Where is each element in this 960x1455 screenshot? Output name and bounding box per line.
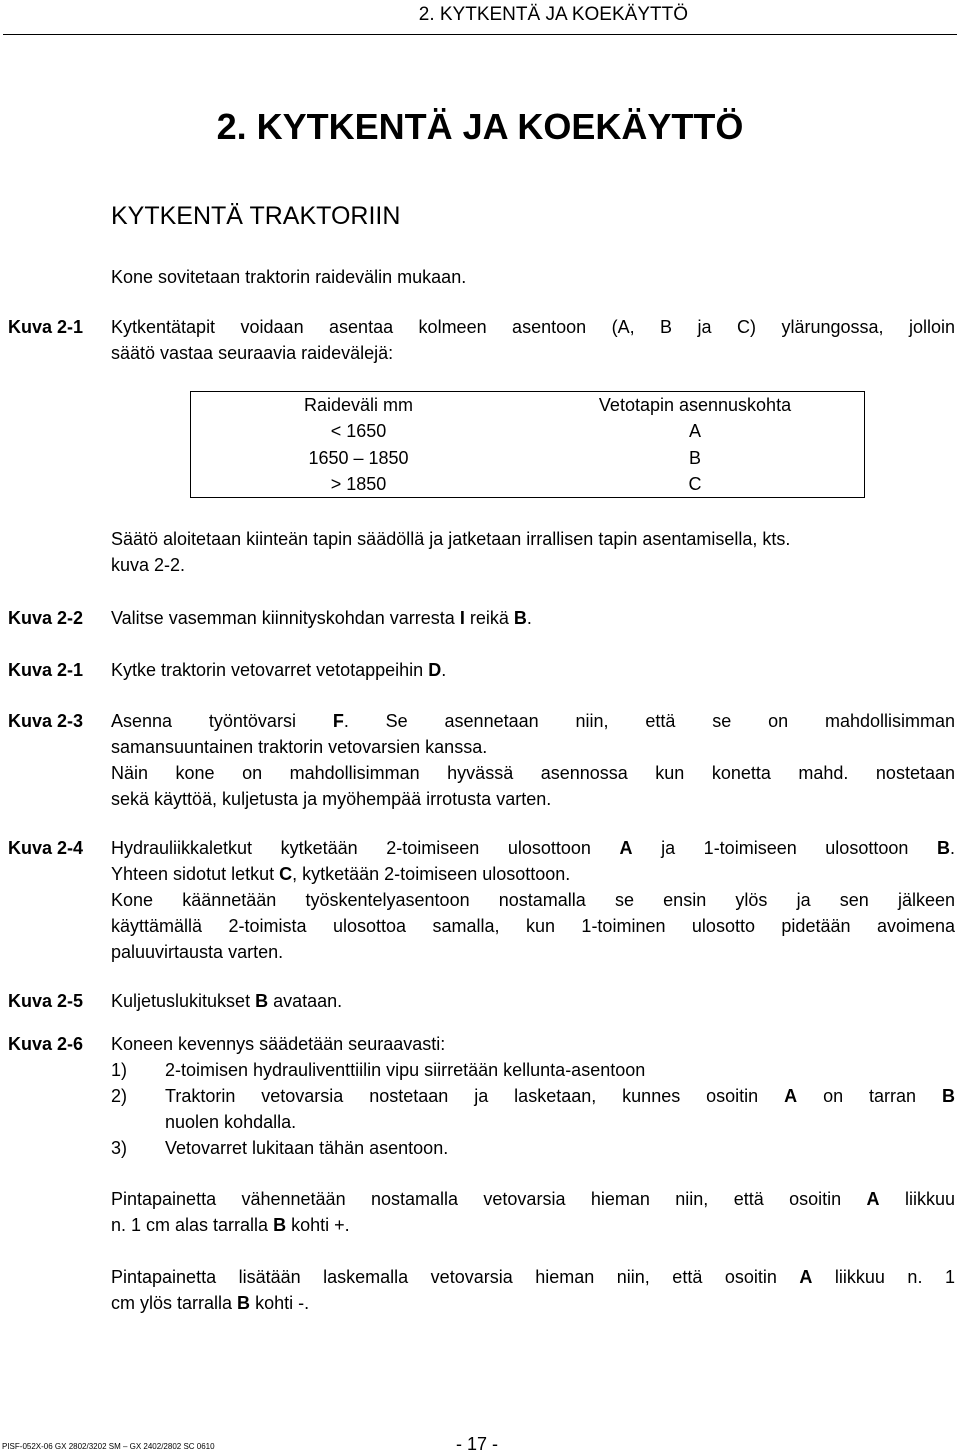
table-row (191, 471, 865, 498)
text-span: reikä (469, 608, 509, 628)
paragraph-line: Kone käännetään työskentelyasentoon nostamalla se ensin ylös ja sen jälkeen (111, 890, 955, 910)
paragraph-line: Näin kone on mahdollisimman hyvässä asennossa kun konetta mahd. nostetaan (111, 763, 955, 783)
paragraph-line: nuolen kohdalla. (165, 1112, 297, 1132)
paragraph-line: Koneen kevennys säädetään seuraavasti: (111, 1034, 446, 1054)
text-span: Traktorin vetovarsia nostetaan ja lasketaan, kunnes osoitin (165, 1086, 759, 1106)
paragraph-line: Kytkentätapit voidaan asentaa kolmeen asentoon (A, B ja C) ylärungossa, jolloin (111, 317, 955, 337)
table-row (191, 418, 865, 444)
paragraph-line (165, 1083, 955, 1109)
bold-ref: D (428, 660, 442, 680)
paragraph-8 (111, 1031, 955, 1161)
bold-ref: B (513, 608, 527, 628)
figure-ref-label: Kuva 2-4 (8, 838, 84, 858)
paragraph-line: säätö vastaa seuraavia raidevälejä: (111, 343, 394, 363)
paragraph-line (111, 1186, 955, 1212)
paragraph-line (111, 835, 955, 861)
bold-ref: A (866, 1189, 880, 1209)
text-span: kohti -. (255, 1293, 310, 1313)
paragraph-5 (111, 708, 955, 812)
paragraph-line: kuva 2-2. (111, 555, 186, 575)
track-width-table (190, 391, 865, 498)
figure-ref-label: Kuva 2-5 (8, 991, 84, 1011)
paragraph-6 (111, 835, 955, 965)
intro-paragraph: Kone sovitetaan traktorin raidevälin mukaan. (111, 267, 467, 287)
bold-ref: A (784, 1086, 798, 1106)
table-header-cell: Raideväli mm (303, 395, 414, 416)
figure-ref-label: Kuva 2-1 (8, 660, 84, 680)
bold-ref: B (237, 1293, 251, 1313)
running-header: 2. KYTKENTÄ JA KOEKÄYTTÖ (418, 4, 688, 25)
paragraph-line (111, 1264, 955, 1290)
text-span: avataan. (273, 991, 343, 1011)
paragraph-1 (111, 314, 955, 366)
table-cell: C (688, 473, 702, 494)
text-span: . (949, 838, 955, 858)
paragraph-3 (111, 605, 955, 631)
list-item (111, 1083, 955, 1135)
figure-ref-label: Kuva 2-2 (8, 608, 84, 628)
paragraph-4 (111, 657, 955, 683)
paragraph-line (111, 1212, 955, 1238)
bold-ref: A (619, 838, 633, 858)
figure-ref-label: Kuva 2-3 (8, 711, 84, 731)
paragraph-10 (111, 1264, 955, 1316)
text-span: Kytke traktorin vetovarret vetotappeihin (111, 660, 424, 680)
paragraph-line: Säätö aloitetaan kiinteän tapin säädöllä ja jatketaan irrallisen tapin asentamisella, kts. (111, 529, 791, 549)
paragraph-line: käyttämällä 2-toimista ulosottoa samalla, kun 1-toiminen ulosotto pidetään avoimena (111, 916, 955, 936)
paragraph-line: paluuvirtausta varten. (111, 942, 284, 962)
paragraph-line (111, 708, 955, 734)
bold-ref: B (273, 1215, 287, 1235)
list-number: 3) (111, 1138, 128, 1158)
figure-ref-label: Kuva 2-6 (8, 1034, 84, 1054)
page-title (0, 106, 960, 148)
text-span: Pintapainetta lisätään laskemalla vetovarsia hieman niin, että osoitin (111, 1267, 777, 1287)
page-title-text: 2. KYTKENTÄ JA KOEKÄYTTÖ (216, 106, 744, 147)
text-span: liikkuu (904, 1189, 955, 1209)
table-cell: 1650 – 1850 (308, 447, 409, 468)
table-cell: > 1850 (330, 473, 387, 494)
page-number: - 17 - (456, 1434, 499, 1454)
text-span: cm ylös tarralla (111, 1293, 233, 1313)
table-row (191, 444, 865, 470)
header-divider (3, 34, 957, 35)
paragraph-line: samansuuntainen traktorin vetovarsien kanssa. (111, 737, 488, 757)
document-code: PISF-052X-06 GX 2802/3202 SM – GX 2402/2802 SC 0610 (2, 1442, 215, 1451)
table-cell: A (688, 421, 701, 442)
paragraph-7 (111, 988, 955, 1014)
section-title: KYTKENTÄ TRAKTORIIN (111, 202, 401, 230)
paragraph-line (111, 861, 955, 887)
bold-ref: B (936, 838, 950, 858)
text-span: , kytketään 2-toimiseen ulosottoon. (292, 864, 571, 884)
figure-ref-label: Kuva 2-1 (8, 317, 84, 337)
paragraph-9 (111, 1186, 955, 1238)
bold-ref: I (459, 608, 465, 628)
text-span: . (526, 608, 532, 628)
table-cell: < 1650 (330, 421, 387, 442)
list-item (111, 1135, 955, 1161)
text-span: Valitse vasemman kiinnityskohdan varresta (111, 608, 455, 628)
list-number: 2) (111, 1086, 128, 1106)
text-span: ja 1-toimiseen ulosottoon (661, 838, 909, 858)
text-span: Hydrauliikkaletkut kytketään 2-toimiseen ulosottoon (111, 838, 591, 858)
text-span: on tarran (823, 1086, 917, 1106)
list-text: 2-toimisen hydrauliventtiilin vipu siirretään kellunta-asentoon (165, 1060, 646, 1080)
text-span: . (441, 660, 447, 680)
list-number: 1) (111, 1060, 128, 1080)
bold-ref: A (799, 1267, 813, 1287)
table-header-cell: Vetotapin asennuskohta (598, 395, 792, 416)
table-cell: B (688, 447, 701, 468)
list-text: Vetovarret lukitaan tähän asentoon. (165, 1138, 449, 1158)
text-span: . Se asennetaan niin, että se on mahdollisimman (343, 711, 955, 731)
list-text (165, 1083, 955, 1135)
text-span: n. 1 cm alas tarralla (111, 1215, 269, 1235)
bold-ref: B (941, 1086, 955, 1106)
bold-ref: F (332, 711, 344, 731)
text-span: kohti +. (291, 1215, 350, 1235)
bold-ref: B (255, 991, 269, 1011)
text-span: Pintapainetta vähennetään nostamalla vetovarsia hieman niin, että osoitin (111, 1189, 842, 1209)
text-span: Yhteen sidotut letkut (111, 864, 275, 884)
text-span: Kuljetuslukitukset (111, 991, 251, 1011)
table-header-row (191, 392, 865, 419)
paragraph-2 (111, 526, 955, 578)
list-item (111, 1057, 955, 1083)
paragraph-line (111, 1290, 955, 1316)
paragraph-line: sekä käyttöä, kuljetusta ja myöhempää irrotusta varten. (111, 789, 552, 809)
text-span: liikkuu n. 1 (834, 1267, 955, 1287)
bold-ref: C (279, 864, 293, 884)
text-span: Asenna työntövarsi (111, 711, 296, 731)
